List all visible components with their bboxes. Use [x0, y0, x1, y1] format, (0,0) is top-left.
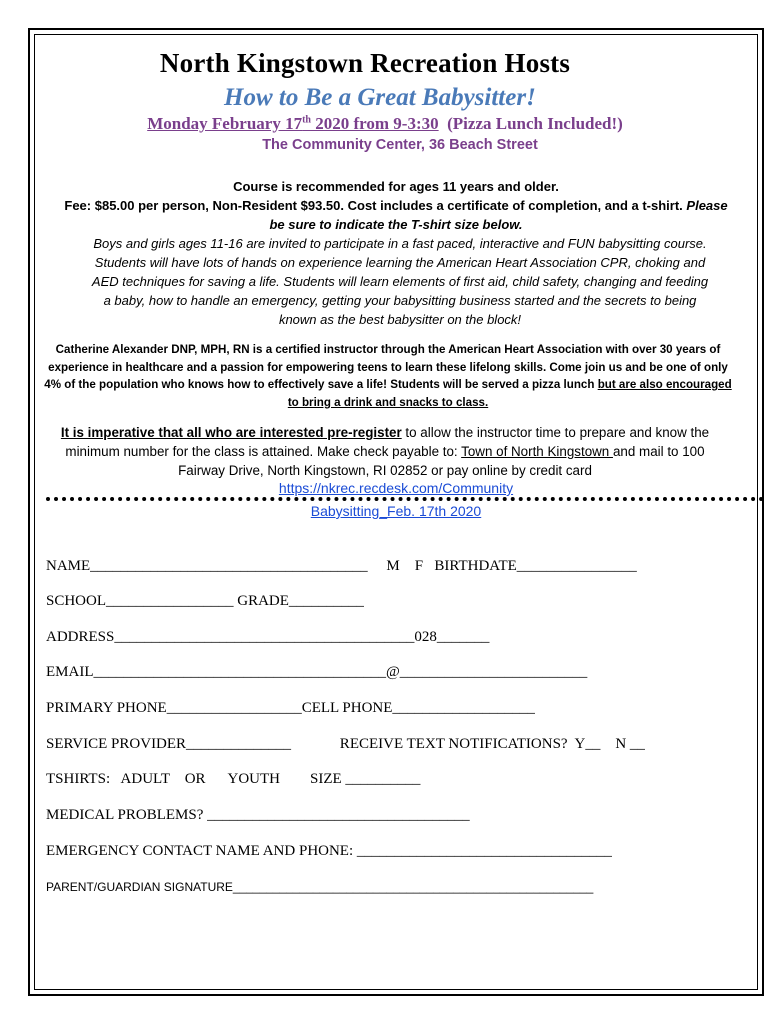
tshirt-field[interactable]: TSHIRTS: ADULT OR YOUTH SIZE __________	[46, 771, 421, 787]
emergency-contact-field[interactable]: EMERGENCY CONTACT NAME AND PHONE: __________________________________	[46, 843, 612, 859]
event-location: The Community Center, 36 Beach Street	[262, 137, 538, 153]
register-tail: and mail to 100 Fairway Drive, North Kingstown, RI 02852 or pay online by credit card	[178, 444, 705, 478]
page-title: North Kingstown Recreation Hosts	[159, 48, 571, 78]
fee-note-line2: be sure to indicate the T-shirt size below.	[269, 217, 523, 232]
phone-field[interactable]: PRIMARY PHONE__________________CELL PHONE___________________	[46, 700, 535, 716]
service-provider-field[interactable]: SERVICE PROVIDER______________ RECEIVE TEXT NOTIFICATIONS? Y__ N __	[46, 736, 645, 752]
registration-link[interactable]: https://nkrec.recdesk.com/Community	[278, 480, 514, 496]
fee-note: Please	[686, 198, 728, 213]
link-row-2	[38, 502, 754, 521]
date-prefix: Monday February 17	[147, 114, 303, 133]
medical-field[interactable]: MEDICAL PROBLEMS? ___________________________________	[46, 807, 470, 823]
signature-field[interactable]: PARENT/GUARDIAN SIGNATURE______________________________________________________	[46, 880, 594, 894]
register-text	[46, 423, 724, 480]
babysitting-link[interactable]: Babysitting_Feb. 17th 2020	[310, 503, 482, 519]
fee-text	[38, 196, 754, 234]
email-field[interactable]: EMAIL_______________________________________@_________________________	[46, 664, 588, 680]
instructor-bio	[42, 341, 734, 411]
instructor-text: Catherine Alexander DNP, MPH, RN is a certified instructor through the American Heart Association with over 30 years of experience in healthcare and a passion for empowering teens to learn these lifelong skills. Come join us and be one of only 4% of the population who knows how to effectively save a life! Students will be served a pizza lunch	[44, 343, 728, 392]
instructor-note: but are also encouraged to bring a drink and snacks to class.	[287, 378, 732, 409]
ages-text: Course is recommended for ages 11 years and older.	[233, 179, 559, 194]
address-field[interactable]: ADDRESS________________________________________028_______	[46, 629, 490, 645]
fee-main: Fee: $85.00 per person, Non-Resident $93.50. Cost includes a certificate of completion, and a t-shirt.	[64, 198, 683, 213]
register-body: to allow the instructor time to prepare and know the minimum number for the class is attained. Make check payable to:	[65, 425, 710, 459]
date-extra: (Pizza Lunch Included!)	[447, 114, 623, 133]
register-payee: Town of North Kingstown	[461, 444, 613, 459]
date-sup: th	[302, 114, 311, 126]
course-description: Boys and girls ages 11-16 are invited to participate in a fast paced, interactive and FUN babysitting course. Students will have lots of hands on experience learning the American Heart Association CPR, choking and AED techniques for saving a life. Students will learn elements of first aid, child safety, changing and feeding a baby, how to handle an emergency, getting your babysitting business started and the secrets to being known as the best babysitter on the block!	[91, 236, 709, 327]
register-emphasis: It is imperative that all who are interested pre-register	[60, 425, 402, 440]
page-subtitle: How to Be a Great Babysitter!	[224, 84, 536, 111]
date-suffix: 2020 from 9-3:30	[310, 114, 439, 133]
date-main	[147, 114, 438, 133]
dotted-divider	[46, 497, 764, 501]
event-date	[0, 114, 770, 134]
school-field[interactable]: SCHOOL_________________ GRADE__________	[46, 593, 364, 609]
name-field[interactable]: NAME_____________________________________ M F BIRTHDATE________________	[46, 558, 637, 574]
link-row-1	[38, 479, 754, 498]
